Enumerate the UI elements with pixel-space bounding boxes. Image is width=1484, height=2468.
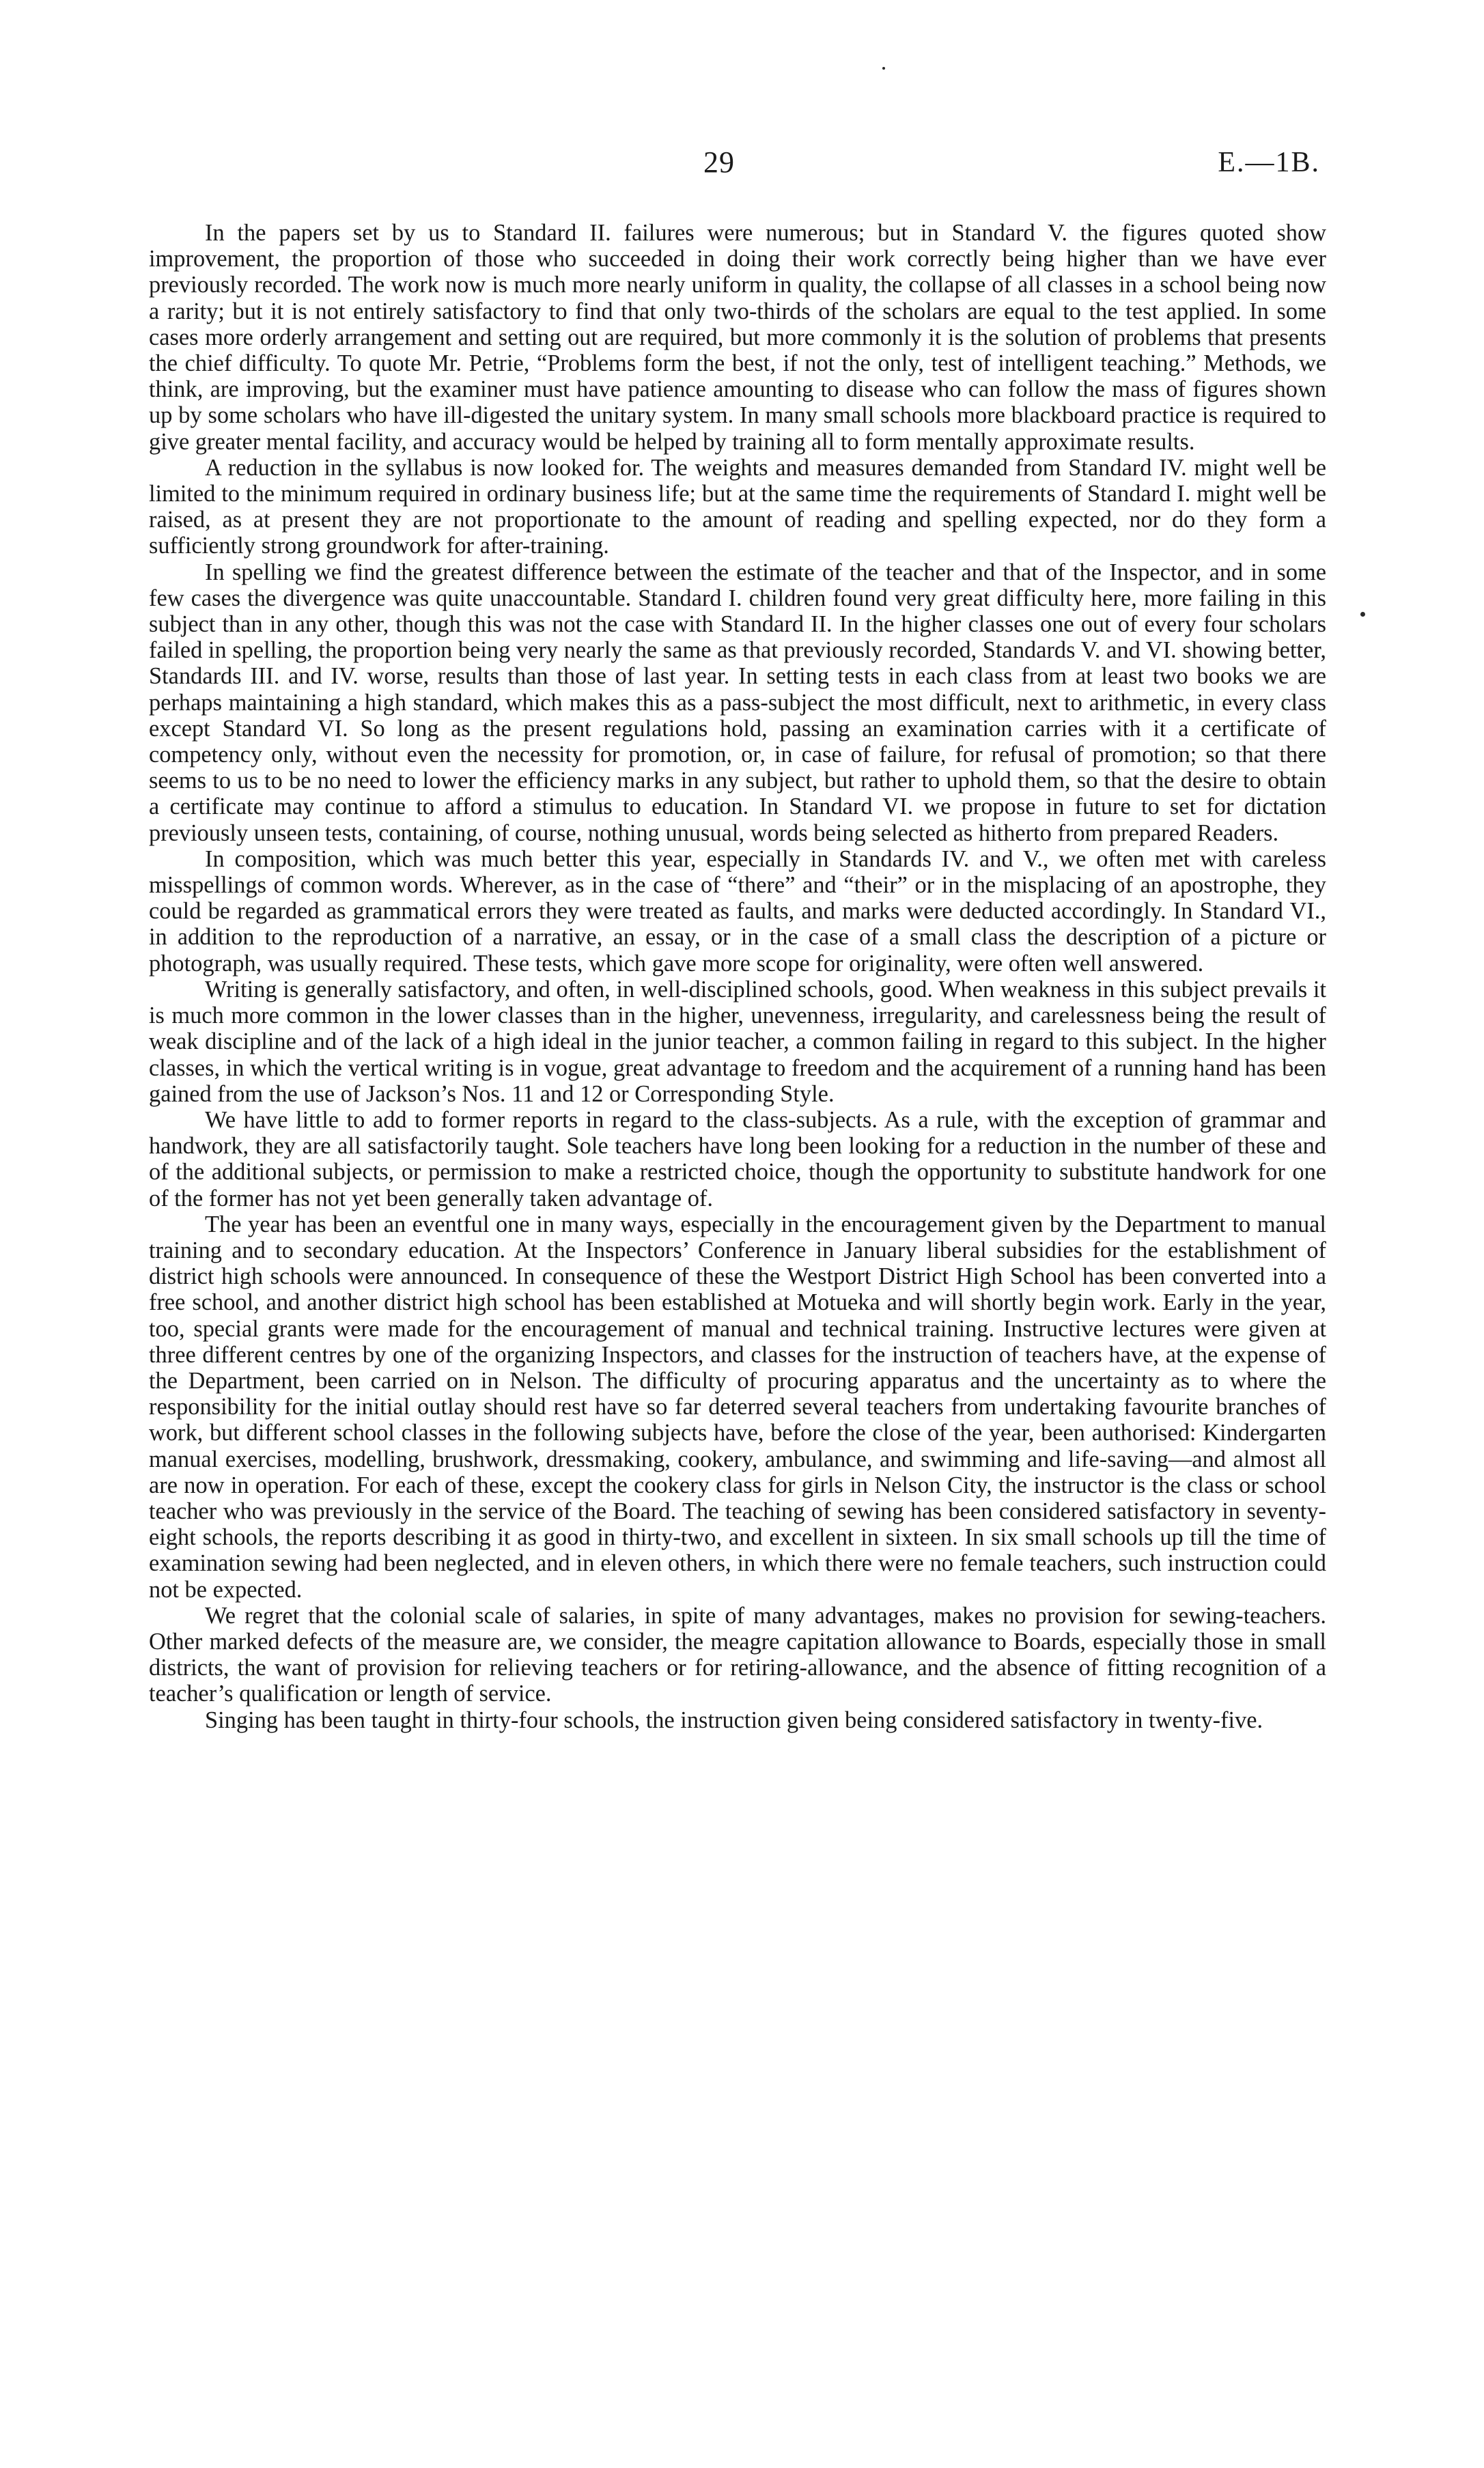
paragraph-syllabus: A reduction in the syllabus is now looked for. The weights and measures demanded from Standard IV. might well be limited to the minimum required in ordinary business life; but at the same time the requirements of Standard I. might well be raised, as at present they are not proportionate to the amount of reading and spelling expected, nor do they form a sufficiently strong groundwork for after-training. — [149, 454, 1326, 559]
paragraph-class-subjects: We have little to add to former reports in regard to the class-subjects. As a rule, with the exception of grammar and handwork, they are all satisfactorily taught. Sole teachers have long been looking for a reduction in the number of these and of the additional subjects, or permission to make a restricted choice, though the opportunity to substitute handwork for one of the former has not yet been generally taken advantage of. — [149, 1106, 1326, 1211]
paragraph-composition: In composition, which was much better this year, especially in Standards IV. and V., we often met with careless misspellings of common words. Wherever, as in the case of “there” and “their” or in the misplacing of an apostrophe, they could be regarded as grammatical errors they were treated as faults, and marks were deducted accordingly. In Standard VI., in addition to the reproduction of a narrative, an essay, or in the case of a small class the description of a picture or photograph, was usually required. These tests, which gave more scope for originality, were often well answered. — [149, 845, 1326, 977]
print-speck — [1360, 612, 1365, 617]
document-reference: E.—1B. — [1218, 147, 1320, 178]
page-number: 29 — [703, 145, 735, 179]
paragraph-writing: Writing is generally satisfactory, and often, in well-disciplined schools, good. When weakness in this subject prevails it is much more common in the lower classes than in the higher, unevenness, irregularity, and carelessness being the result of weak discipline and of the lack of a high ideal in the junior teacher, a common failing in regard to this subject. In the higher classes, in which the vertical writing is in vogue, great advantage to freedom and the acquirement of a running hand has been gained from the use of Jackson’s Nos. 11 and 12 or Corresponding Style. — [149, 976, 1326, 1107]
print-speck — [882, 67, 885, 70]
paragraph-spelling: In spelling we find the greatest difference between the estimate of the teacher and that of the Inspector, and in some few cases the divergence was quite unaccountable. Standard I. children found very great difficulty here, more failing in this subject than in any other, though this was not the case with Standard II. In the higher classes one out of every four scholars failed in spelling, the proportion being very nearly the same as that previously recorded, Standards V. and VI. showing better, Standards III. and IV. worse, results than those of last year. In setting tests in each class from at least two books we are perhaps maintaining a high standard, which makes this as a pass-subject the most difficult, next to arithmetic, in every class except Standard VI. So long as the present regulations hold, passing an examination carries with it a certificate of competency only, without even the necessity for promotion, or, in case of failure, for refusal of promotion; so that there seems to us to be no need to lower the efficiency marks in any subject, but rather to uphold them, so that the desire to obtain a certificate may continue to afford a stimulus to education. In Standard VI. we propose in future to set for dictation previously unseen tests, containing, of course, nothing unusual, words being selected as hitherto from prepared Readers. — [149, 559, 1326, 846]
page-header — [0, 145, 1484, 193]
paragraph-manual-training: The year has been an eventful one in many ways, especially in the encouragement given by the Department to manual training and to secondary education. At the Inspectors’ Conference in January liberal subsidies for the establishment of district high schools were announced. In consequence of these the Westport District High School has been converted into a free school, and another district high school has been established at Motueka and will shortly begin work. Early in the year, too, special grants were made for the encouragement of manual and technical training. Instructive lectures were given at three different centres by one of the organizing Inspectors, and classes for the instruction of teachers have, at the expense of the Department, been carried on in Nelson. The difficulty of procuring apparatus and the uncertainty as to where the responsibility for the initial outlay should rest have so far deterred several teachers from undertaking favourite branches of work, but different school classes in the following subjects have, before the close of the year, been authorised: Kindergarten manual exercises, modelling, brushwork, dressmaking, cookery, ambulance, and swimming and life-saving—and almost all are now in operation. For each of these, except the cookery class for girls in Nelson City, the instructor is the class or school teacher who was previously in the service of the Board. The teaching of sewing has been considered satisfactory in seventy-eight schools, the reports describing it as good in thirty-two, and excellent in sixteen. In six small schools up till the time of examination sewing had been neglected, and in eleven others, in which there were no female teachers, such instruction could not be expected. — [149, 1211, 1326, 1603]
paragraph-arithmetic: In the papers set by us to Standard II. failures were numerous; but in Standard V. the figures quoted show improvement, the proportion of those who succeeded in doing their work correctly being higher than we have ever previously recorded. The work now is much more nearly uniform in quality, the collapse of all classes in a school being now a rarity; but it is not entirely satisfactory to find that only two-thirds of the scholars are equal to the test applied. In some cases more orderly arrangement and setting out are required, but more commonly it is the solution of problems that presents the chief difficulty. To quote Mr. Petrie, “Problems form the best, if not the only, test of intelligent teaching.” Methods, we think, are improving, but the examiner must have patience amounting to disease who can follow the mass of figures shown up by some scholars who have ill-digested the unitary system. In many small schools more blackboard practice is required to give greater mental facility, and accuracy would be helped by training all to form mentally approximate results. — [149, 220, 1326, 455]
paragraph-singing: Singing has been taught in thirty-four schools, the instruction given being considered satisfactory in twenty-five. — [205, 1707, 1263, 1733]
paragraph-salaries: We regret that the colonial scale of salaries, in spite of many advantages, makes no provision for sewing-teachers. Other marked defects of the measure are, we consider, the meagre capitation allowance to Boards, especially those in small districts, the want of provision for relieving teachers or for retiring-allowance, and the absence of fitting recognition of a teacher’s qualification or length of service. — [149, 1602, 1326, 1707]
report-body — [149, 220, 1326, 1733]
